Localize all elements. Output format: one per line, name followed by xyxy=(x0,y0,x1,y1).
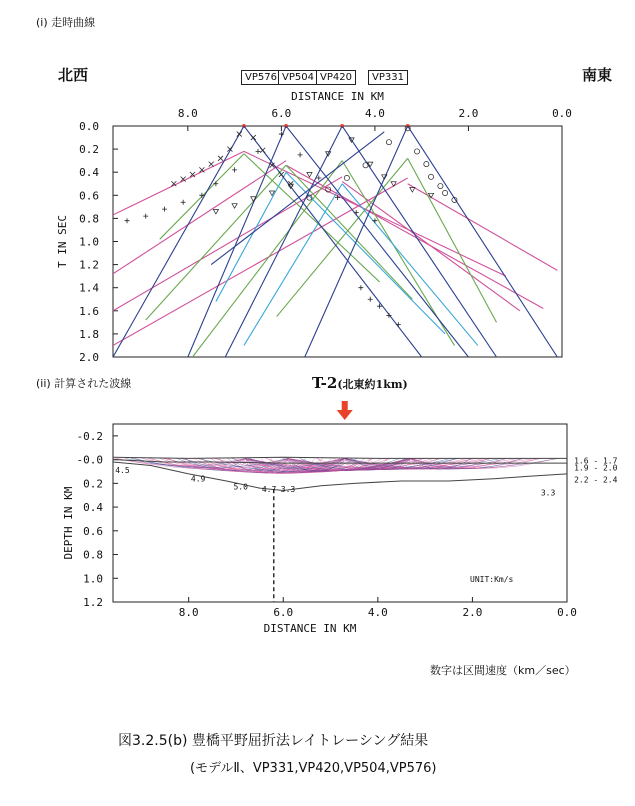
unit-label: UNIT:Km/s xyxy=(470,575,514,584)
data-point-plus xyxy=(396,322,401,327)
velocity-label: 1.6 - 1.7 xyxy=(574,456,618,466)
y-tick-label: 0.0 xyxy=(79,120,99,133)
data-point-x xyxy=(218,156,223,161)
marker-title-main: T-2 xyxy=(312,374,338,392)
data-point-plus xyxy=(298,152,303,157)
x-tick-label: 6.0 xyxy=(271,107,292,120)
y-tick-label: 1.2 xyxy=(83,596,103,609)
x-axis-label: DISTANCE IN KM xyxy=(263,622,357,635)
magenta-curve-line xyxy=(113,178,408,345)
magenta-curve-line xyxy=(113,177,342,311)
y-tick-label: -0.2 xyxy=(76,429,103,443)
y-tick-label: 1.4 xyxy=(79,281,99,295)
velocity-label: 5.0 xyxy=(233,482,248,492)
y-tick-label: 0.2 xyxy=(79,143,99,157)
velocity-label: 3.3 xyxy=(280,485,296,495)
blue-curve-line xyxy=(408,126,558,357)
data-point-plus xyxy=(354,210,359,215)
y-tick-label: 2.0 xyxy=(79,351,99,364)
y-tick-label: -0.0 xyxy=(76,453,103,467)
data-point-x xyxy=(260,148,265,153)
velocity-label: 4.5 xyxy=(115,466,130,476)
y-tick-label: 1.0 xyxy=(79,235,99,249)
marker-title-note: (北東約1km) xyxy=(337,378,408,391)
x-tick-label: 4.0 xyxy=(364,107,385,120)
x-tick-label: 6.0 xyxy=(273,606,294,619)
velocity-label: 1.9 - 2.0 xyxy=(574,463,618,473)
cyan-curve-line xyxy=(286,172,445,334)
y-tick-label: 0.8 xyxy=(79,212,99,226)
marker-title xyxy=(312,374,408,392)
magenta-curve-line xyxy=(113,161,286,274)
x-tick-label: 8.0 xyxy=(178,606,199,619)
data-point-circle xyxy=(442,190,447,195)
plot-area xyxy=(113,126,557,357)
velocity-label: 2.2 - 2.4 xyxy=(574,475,618,485)
data-point-circle xyxy=(428,174,433,179)
section-label-travel-time: (i) 走時曲線 xyxy=(36,16,96,29)
data-point-circle xyxy=(386,140,391,145)
shotpoint-label-vp576: VP576 xyxy=(241,70,281,85)
y-tick-label: 0.4 xyxy=(83,501,103,515)
data-point-circle xyxy=(414,149,419,154)
velocity-label: 3.3 xyxy=(540,488,556,498)
x-tick-label: 0.0 xyxy=(552,107,572,120)
blue-curve-line xyxy=(342,126,496,357)
data-point-plus xyxy=(335,195,340,200)
cyan-curve-line xyxy=(342,184,478,346)
ray-path-chart xyxy=(0,398,635,643)
blue-curve-line xyxy=(286,126,468,357)
data-point-circle xyxy=(344,175,349,180)
green-curve-line xyxy=(193,161,343,357)
cyan-curve-line xyxy=(216,172,286,301)
data-point-plus xyxy=(143,214,148,219)
data-point-plus xyxy=(358,285,363,290)
direction-northwest: 北西 xyxy=(58,66,89,84)
layer-boundary-surface xyxy=(113,457,567,458)
x-axis-label: DISTANCE IN KM xyxy=(291,90,384,103)
data-point-triangle xyxy=(382,175,387,180)
shotpoint-label-vp504: VP504 xyxy=(278,70,318,85)
figure-caption-line1: 図3.2.5(b) 豊橋平野屈折法レイトレーシング結果 xyxy=(118,733,429,749)
y-tick-label: 0.8 xyxy=(83,548,103,562)
plot-area xyxy=(113,457,567,490)
velocity-label: 4.9 xyxy=(190,474,206,484)
y-tick-label: 0.4 xyxy=(79,166,99,180)
data-point-plus xyxy=(372,218,377,223)
blue-curve-line xyxy=(225,126,342,357)
data-point-circle xyxy=(363,163,368,168)
magenta-curve-line xyxy=(286,165,543,308)
x-tick-label: 4.0 xyxy=(367,606,388,619)
y-axis-label: T IN SEC xyxy=(56,215,69,268)
blue-curve-line xyxy=(211,132,384,265)
data-point-triangle xyxy=(391,182,396,187)
location-arrow-icon xyxy=(337,401,353,420)
y-tick-label: 0.2 xyxy=(83,477,103,491)
x-tick-label: 0.0 xyxy=(557,606,577,619)
data-point-x xyxy=(251,135,256,140)
data-point-triangle xyxy=(410,188,415,193)
travel-time-chart xyxy=(0,80,635,372)
data-point-circle xyxy=(424,162,429,167)
blue-curve-line xyxy=(113,126,244,357)
data-point-plus xyxy=(181,200,186,205)
shotpoint-label-vp331: VP331 xyxy=(368,70,408,85)
figure-caption-line2: (モデルⅡ、VP331,VP420,VP504,VP576) xyxy=(190,761,437,776)
x-tick-label: 2.0 xyxy=(458,107,479,120)
shotpoint-label-vp420: VP420 xyxy=(316,70,356,85)
data-point-plus xyxy=(125,218,130,223)
y-tick-label: 1.2 xyxy=(79,258,99,272)
data-point-plus xyxy=(213,181,218,186)
x-tick-label: 2.0 xyxy=(462,606,483,619)
velocity-label: 4.7 xyxy=(261,485,277,495)
data-point-x xyxy=(237,132,242,137)
data-point-plus xyxy=(232,167,237,172)
y-tick-label: 0.6 xyxy=(79,189,99,203)
interval-velocity-note: 数字は区間速度（km／sec） xyxy=(430,664,576,677)
direction-southeast: 南東 xyxy=(582,66,613,84)
blue-curve-line xyxy=(305,126,408,357)
data-point-triangle xyxy=(213,209,218,214)
data-point-plus xyxy=(162,207,167,212)
section-label-ray-paths: (ii) 計算された波線 xyxy=(36,377,132,390)
y-tick-label: 1.6 xyxy=(79,304,99,318)
data-point-x xyxy=(209,162,214,167)
y-tick-label: 0.6 xyxy=(83,524,103,538)
data-point-circle xyxy=(438,183,443,188)
data-point-x xyxy=(279,172,284,177)
y-tick-label: 1.0 xyxy=(83,572,103,586)
data-point-plus xyxy=(368,297,373,302)
data-point-plus xyxy=(255,149,260,154)
data-point-triangle xyxy=(307,173,312,178)
data-point-triangle xyxy=(232,204,237,209)
x-tick-label: 8.0 xyxy=(177,107,198,120)
y-tick-label: 1.8 xyxy=(79,327,99,341)
y-axis-label: DEPTH IN KM xyxy=(62,486,75,560)
cyan-curve-line xyxy=(244,184,342,346)
blue-curve-line xyxy=(244,126,422,357)
